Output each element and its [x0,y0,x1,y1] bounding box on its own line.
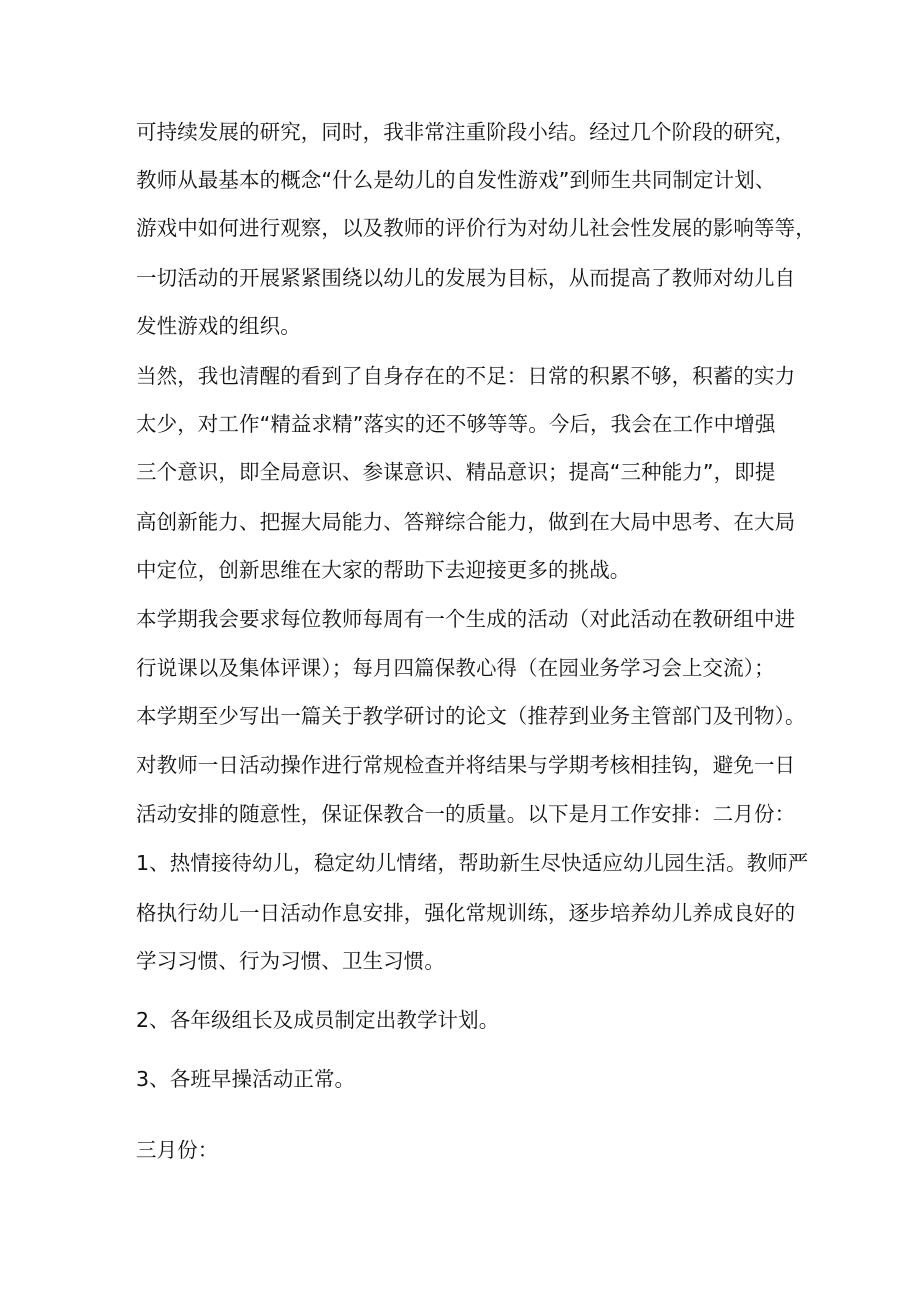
text-line: 学习习惯、行为习惯、卫生习惯。 [136,949,445,973]
text-line: 发性游戏的组织。 [136,314,301,338]
text-line: 三个意识，即全局意识、参谋意识、精品意识；提高“三种能力”，即提 [136,460,776,484]
text-line: 1、热情接待幼儿，稳定幼儿情绪，帮助新生尽快适应幼儿园生活。教师严 [136,851,809,875]
text-line: 行说课以及集体评课）；每月四篇保教心得（在园业务学习会上交流）； [136,656,775,680]
text-line: 2、各年级组长及成员制定出教学计划。 [136,1008,500,1032]
text-line: 三月份： [136,1138,219,1162]
text-line: 中定位，创新思维在大家的帮助下去迎接更多的挑战。 [136,558,631,582]
text-line: 格执行幼儿一日活动作息安排，强化常规训练，逐步培养幼儿养成良好的 [136,901,796,925]
text-line: 3、各班早操活动正常。 [136,1067,356,1091]
text-line: 游戏中如何进行观察，以及教师的评价行为对幼儿社会性发展的影响等等， [136,216,816,240]
text-line: 活动安排的随意性，保证保教合一的质量。以下是月工作安排：二月份： [136,802,796,826]
text-line: 对教师一日活动操作进行常规检查并将结果与学期考核相挂钩，避免一日 [136,753,796,777]
text-line: 一切活动的开展紧紧围绕以幼儿的发展为目标，从而提高了教师对幼儿自 [136,266,796,290]
text-line: 可持续发展的研究，同时，我非常注重阶段小结。经过几个阶段的研究， [136,120,796,144]
text-line: 太少，对工作“精益求精”落实的还不够等等。今后，我会在工作中增强 [136,412,776,436]
text-line: 本学期我会要求每位教师每周有一个生成的活动（对此活动在教研组中进 [136,607,796,631]
text-line: 当然，我也清醒的看到了自身存在的不足：日常的积累不够，积蓄的实力 [136,364,796,388]
text-line: 高创新能力、把握大局能力、答辩综合能力，做到在大局中思考、在大局 [136,510,796,534]
text-line: 本学期至少写出一篇关于教学研讨的论文（推荐到业务主管部门及刊物）。 [136,704,806,728]
text-line: 教师从最基本的概念“什么是幼儿的自发性游戏”到师生共同制定计划、 [136,168,776,192]
